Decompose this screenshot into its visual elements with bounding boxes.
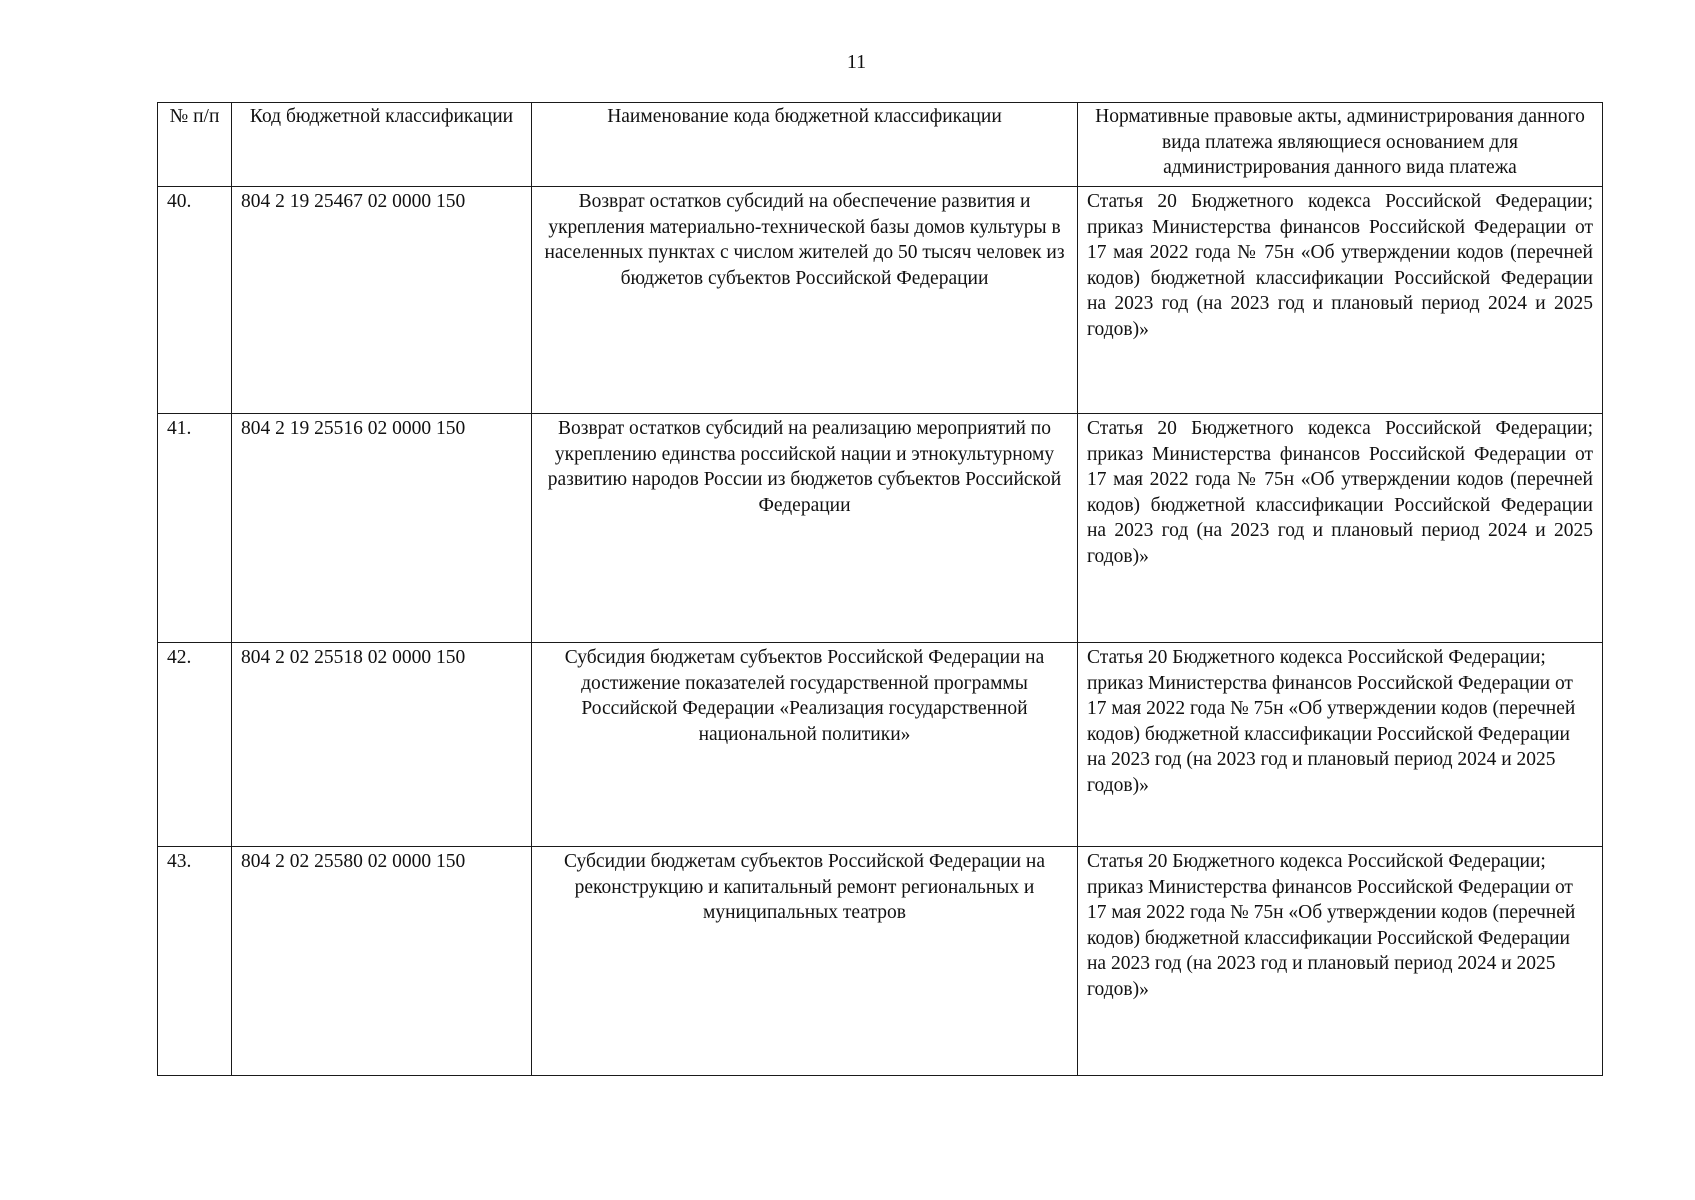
header-name: Наименование кода бюджетной классификации (532, 103, 1078, 187)
legal-acts: Статья 20 Бюджетного кодекса Российской Федерации; приказ Министерства финансов Российской Федерации от 17 мая 2022 года № 75н «Об утверждении кодов (перечней кодов) бюджетной классификации Российской Федерации на 2023 год (на 2023 год и плановый период 2024 и 2025 годов)» (1078, 643, 1603, 847)
row-number: 40. (158, 187, 232, 414)
code-name: Субсидии бюджетам субъектов Российской Федерации на реконструкцию и капитальный ремонт региональных и муниципальных театров (532, 847, 1078, 1076)
row-number: 41. (158, 414, 232, 643)
table-row (158, 414, 1603, 643)
header-acts: Нормативные правовые акты, администрирования данного вида платежа являющиеся основанием для администрирования данного вида платежа (1078, 103, 1603, 187)
table-row (158, 643, 1603, 847)
budget-code: 804 2 02 25518 02 0000 150 (232, 643, 532, 847)
row-number: 42. (158, 643, 232, 847)
budget-code: 804 2 19 25467 02 0000 150 (232, 187, 532, 414)
table-row (158, 847, 1603, 1076)
row-number: 43. (158, 847, 232, 1076)
code-name: Возврат остатков субсидий на обеспечение развития и укрепления материально-технической базы домов культуры в населенных пунктах с числом жителей до 50 тысяч человек из бюджетов субъектов Российской Федерации (532, 187, 1078, 414)
budget-code: 804 2 02 25580 02 0000 150 (232, 847, 532, 1076)
code-name: Возврат остатков субсидий на реализацию мероприятий по укреплению единства российской нации и этнокультурному развитию народов России из бюджетов субъектов Российской Федерации (532, 414, 1078, 643)
page-number: 11 (846, 51, 867, 73)
table-header-row (158, 103, 1603, 187)
legal-acts: Статья 20 Бюджетного кодекса Российской Федерации; приказ Министерства финансов Российской Федерации от 17 мая 2022 года № 75н «Об утверждении кодов (перечней кодов) бюджетной классификации Российской Федерации на 2023 год (на 2023 год и плановый период 2024 и 2025 годов)» (1078, 847, 1603, 1076)
legal-acts: Статья 20 Бюджетного кодекса Российской Федерации; приказ Министерства финансов Российской Федерации от 17 мая 2022 года № 75н «Об утверждении кодов (перечней кодов) бюджетной классификации Российской Федерации на 2023 год (на 2023 год и плановый период 2024 и 2025 годов)» (1078, 187, 1603, 414)
header-num: № п/п (158, 103, 232, 187)
legal-acts: Статья 20 Бюджетного кодекса Российской Федерации; приказ Министерства финансов Российской Федерации от 17 мая 2022 года № 75н «Об утверждении кодов (перечней кодов) бюджетной классификации Российской Федерации на 2023 год (на 2023 год и плановый период 2024 и 2025 годов)» (1078, 414, 1603, 643)
header-code: Код бюджетной классификации (232, 103, 532, 187)
budget-classification-table (157, 102, 1603, 1076)
budget-code: 804 2 19 25516 02 0000 150 (232, 414, 532, 643)
table-row (158, 187, 1603, 414)
code-name: Субсидия бюджетам субъектов Российской Федерации на достижение показателей государственной программы Российской Федерации «Реализация государственной национальной политики» (532, 643, 1078, 847)
